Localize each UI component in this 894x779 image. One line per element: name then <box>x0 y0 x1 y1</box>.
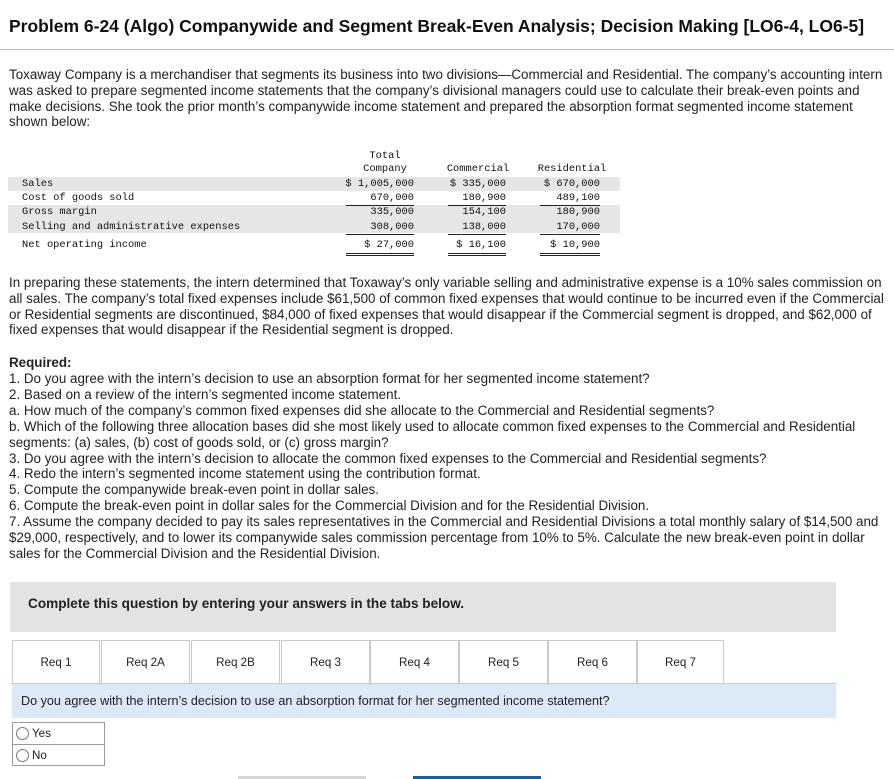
requirement-item: 2. Based on a review of the intern’s segmented income statement. <box>9 386 402 402</box>
option-label: Yes <box>32 727 51 740</box>
tab-req-5[interactable]: Req 5 <box>459 640 548 683</box>
instructions-banner <box>10 582 836 632</box>
header-total-line1: Total <box>369 150 401 162</box>
segmented-income-statement <box>8 148 620 256</box>
radio-button-icon[interactable] <box>16 749 29 762</box>
cell-sga-total: 308,000 <box>370 221 414 233</box>
cell-sga-residential: 170,000 <box>556 221 600 233</box>
cell-cogs-total: 670,000 <box>370 192 414 204</box>
instructions-text: Complete this question by entering your answers in the tabs below. <box>28 596 465 611</box>
header-residential: Residential <box>537 163 607 175</box>
tab-req-2a[interactable]: Req 2A <box>101 640 190 683</box>
tab-req-2b[interactable]: Req 2B <box>191 640 280 683</box>
cell-sales-commercial: $ 335,000 <box>449 178 506 190</box>
underline <box>346 234 414 235</box>
row-label-sales: Sales <box>22 178 54 190</box>
question-bar <box>12 683 836 718</box>
tab-req-4[interactable]: Req 4 <box>370 640 459 683</box>
title-divider <box>0 49 894 50</box>
radio-button-icon[interactable] <box>16 727 29 740</box>
row-label-noi: Net operating income <box>22 239 147 251</box>
requirement-item: 4. Redo the intern’s segmented income statement using the contribution format. <box>9 466 481 482</box>
cell-cogs-commercial: 180,900 <box>462 192 506 204</box>
requirement-item: 1. Do you agree with the intern’s decision to use an absorption format for her segmented income statement? <box>9 371 650 386</box>
intro-paragraph: Toxaway Company is a merchandiser that segments its business into two divisions—Commercial and Residential. The company’s accounting intern was asked to prepare segmented income statements that the company’s divisional managers could use to calculate their break-even points and make decisions. She took the prior month’s companywide income statement and prepared the absorption format segmented income statement shown below: <box>9 67 883 130</box>
cell-sga-commercial: 138,000 <box>462 221 506 233</box>
option-label: No <box>32 749 47 762</box>
double-underline <box>448 255 506 256</box>
cell-noi-residential: $ 10,900 <box>550 239 600 251</box>
requirements-list <box>9 371 889 562</box>
requirement-item: 7. Assume the company decided to pay its sales representatives in the Commercial and Residential Divisions a total monthly salary of $14,500 and $29,000, respectively, and to lower its companywide sales commission percentage from 10% to 5%. Calculate the new break-even point in dollar sales for the Commercial Division and the Residential Division. <box>9 514 879 561</box>
requirement-item: b. Which of the following three allocation bases did she most likely used to allocate common fixed expenses to the Commercial and Residential segments: (a) sales, (b) cost of goods sold, or (c) gross margin? <box>9 418 856 450</box>
cell-noi-total: $ 27,000 <box>364 239 414 251</box>
question-text: Do you agree with the intern’s decision to use an absorption format for her segmented income statement? <box>21 694 610 708</box>
problem-title: Problem 6-24 (Algo) Companywide and Segment Break-Even Analysis; Decision Making [LO6-4, LO6-5] <box>9 16 865 36</box>
required-heading: Required: <box>9 355 72 370</box>
header-commercial: Commercial <box>446 163 510 175</box>
header-total-line2: Company <box>363 163 407 175</box>
cell-gm-commercial: 154,100 <box>462 206 506 218</box>
cell-gm-residential: 180,900 <box>556 206 600 218</box>
cell-sales-total: $ 1,005,000 <box>345 178 414 190</box>
double-underline <box>540 255 600 256</box>
cell-sales-residential: $ 670,000 <box>543 178 600 190</box>
underline <box>540 234 600 235</box>
tab-req-6[interactable]: Req 6 <box>548 640 637 683</box>
tab-req-3[interactable]: Req 3 <box>281 640 370 683</box>
double-underline <box>448 253 506 254</box>
row-label-gross-margin: Gross margin <box>22 206 97 218</box>
row-label-sga: Selling and administrative expenses <box>22 221 241 233</box>
double-underline <box>540 253 600 254</box>
requirement-item: 3. Do you agree with the intern’s decision to allocate the common fixed expenses to the Commercial and Residential segments? <box>9 450 767 466</box>
tab-req-1[interactable]: Req 1 <box>12 640 100 683</box>
requirement-item: 6. Compute the break-even point in dollar sales for the Commercial Division and for the Residential Division. <box>9 498 650 514</box>
option-no[interactable] <box>13 745 104 766</box>
context-paragraph: In preparing these statements, the intern determined that Toxaway’s only variable selling and administrative expense is a 10% sales commission on all sales. The company’s total fixed expenses include $61,500 of common fixed expenses that would continue to be incurred even if the Commercial or Residential segments are discontinued, $84,000 of fixed expenses that would disappear if the Commercial segment is dropped, and $62,000 of fixed expenses that would disappear if the Residential segment is dropped. <box>9 275 884 338</box>
cell-gm-total: 335,000 <box>370 206 414 218</box>
double-underline <box>346 255 414 256</box>
underline <box>448 234 506 235</box>
option-yes[interactable] <box>13 723 104 745</box>
requirement-item: a. How much of the company’s common fixed expenses did she allocate to the Commercial and Residential segments? <box>9 402 715 418</box>
row-label-cogs: Cost of goods sold <box>22 192 135 204</box>
tab-req-7[interactable]: Req 7 <box>637 640 724 683</box>
cell-noi-commercial: $ 16,100 <box>456 239 506 251</box>
cell-cogs-residential: 489,100 <box>556 192 600 204</box>
requirement-item: 5. Compute the companywide break-even point in dollar sales. <box>9 482 379 498</box>
answer-options <box>12 722 105 766</box>
double-underline <box>346 253 414 254</box>
